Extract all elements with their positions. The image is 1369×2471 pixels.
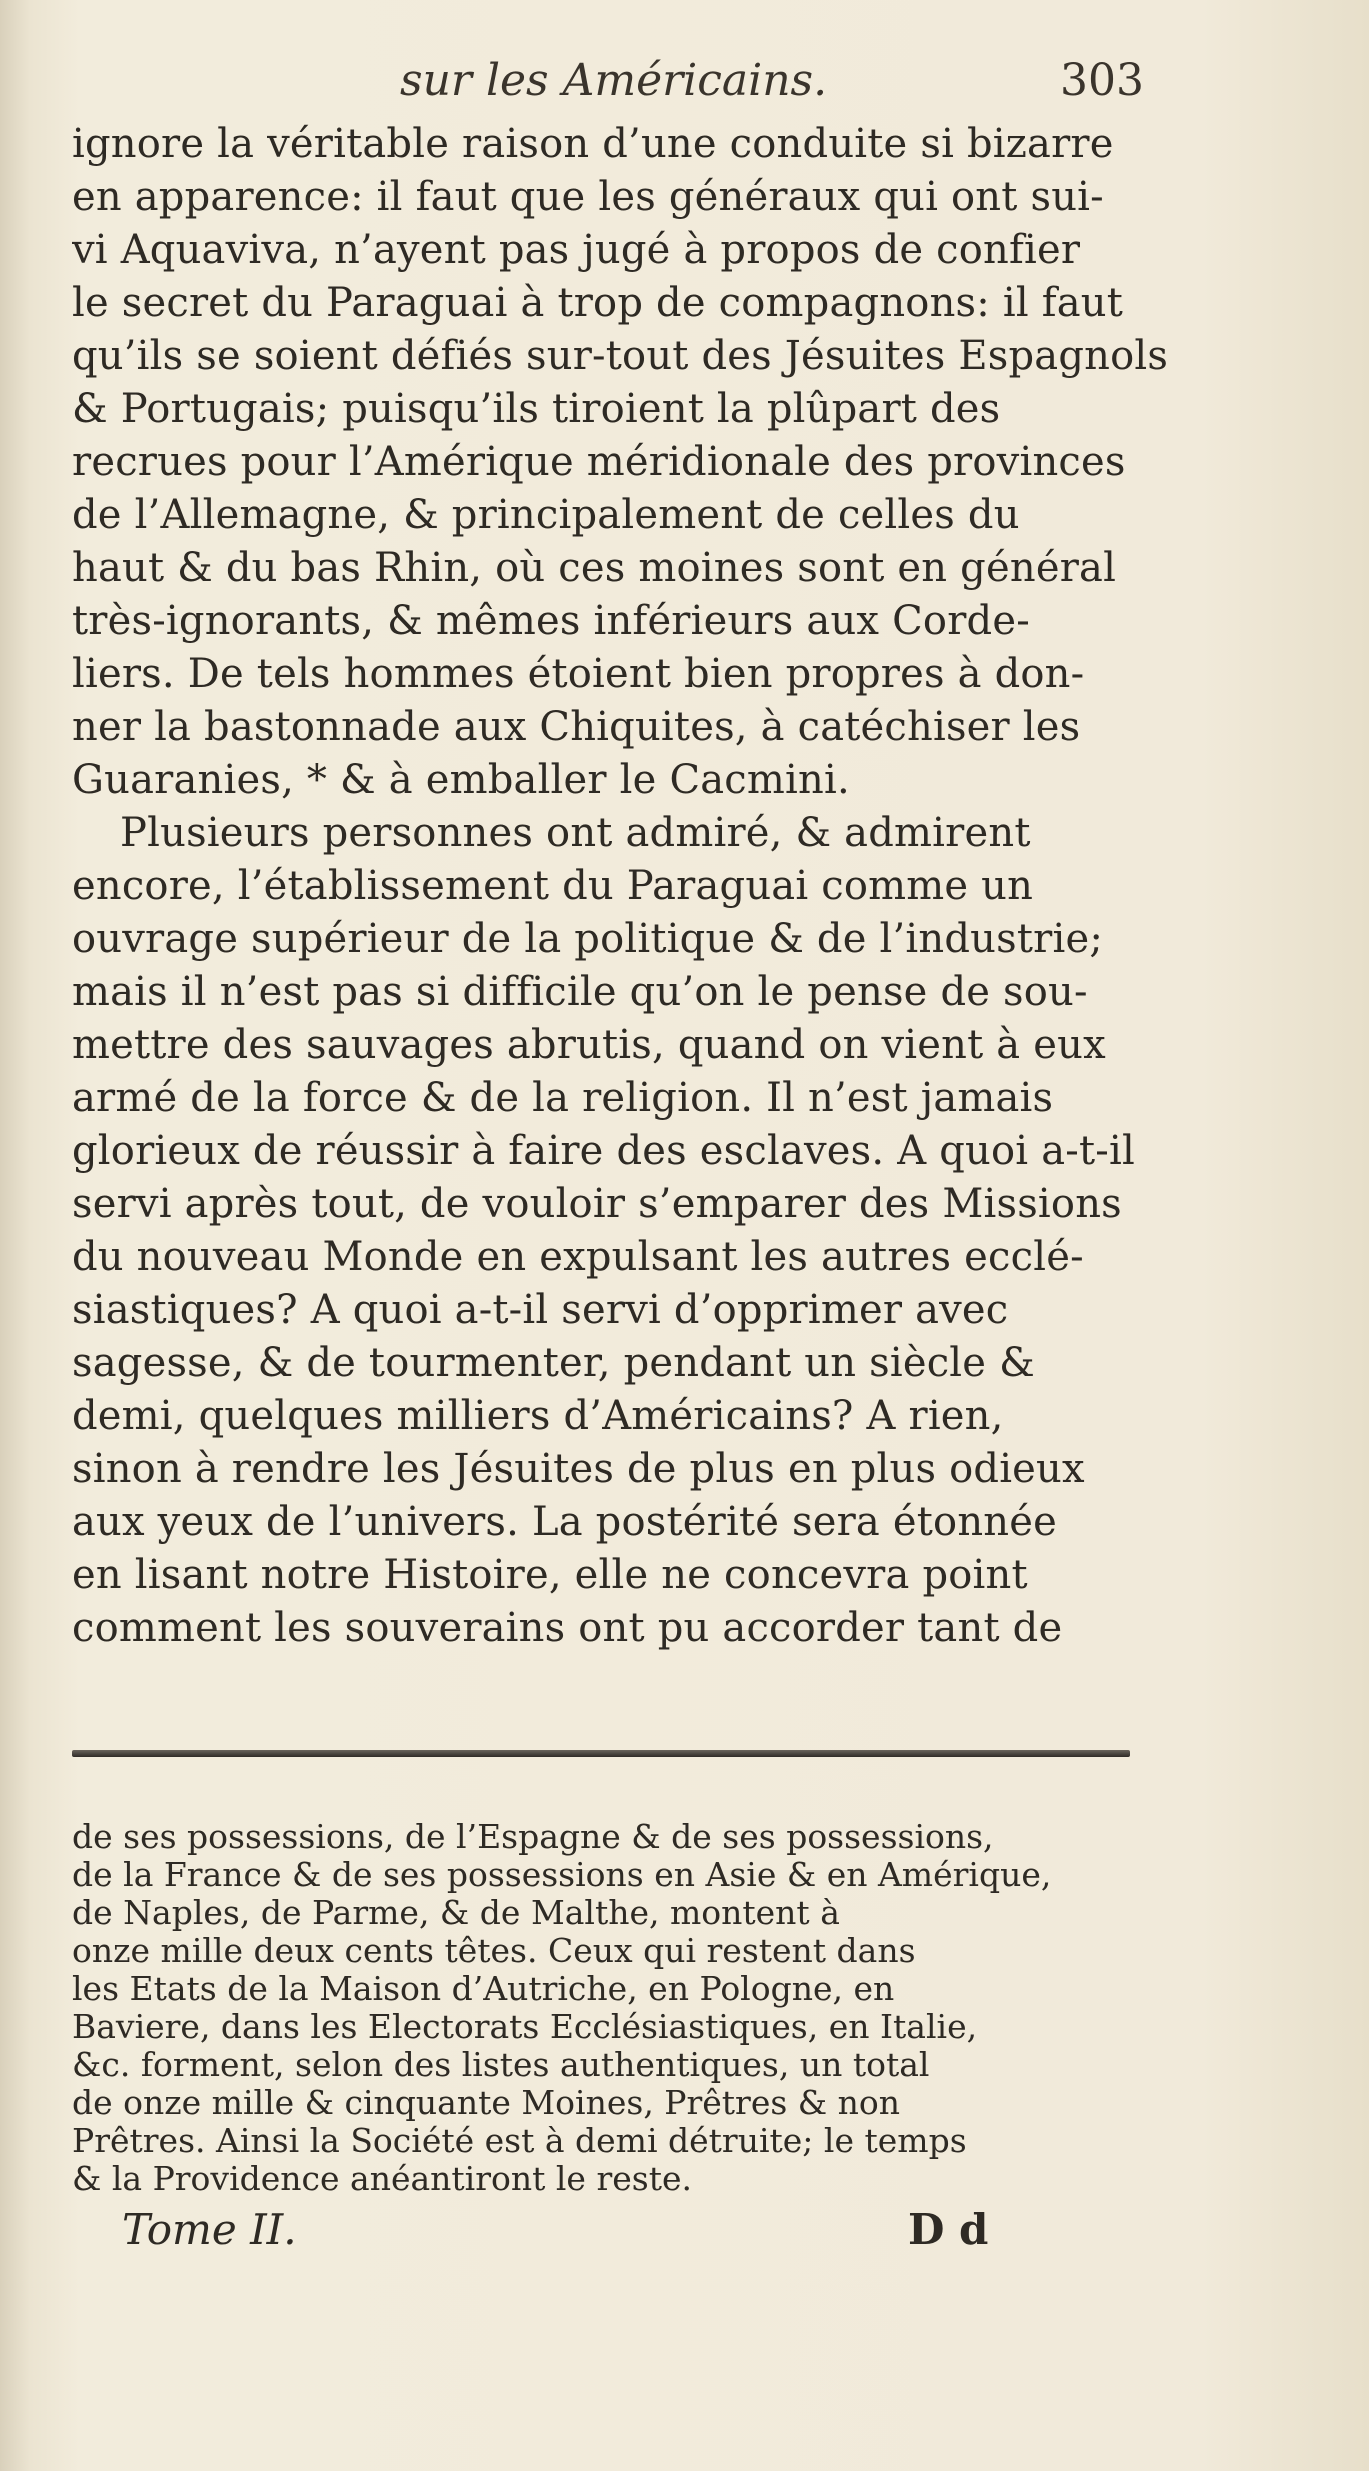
- running-title: sur les Américains.: [400, 55, 828, 106]
- page-number: 303: [1060, 55, 1144, 106]
- text-line: siastiques? A quoi a-t-il servi d’opprimer avec: [72, 1287, 1009, 1333]
- text-line: armé de la force & de la religion. Il n’est jamais: [72, 1075, 1054, 1121]
- text-line: en apparence: il faut que les généraux qui ont sui-: [72, 174, 1104, 220]
- footnote-divider: [72, 1750, 1130, 1757]
- text-line: mettre des sauvages abrutis, quand on vient à eux: [72, 1022, 1106, 1068]
- text-line: glorieux de réussir à faire des esclaves. A quoi a-t-il: [72, 1128, 1135, 1174]
- text-line: Plusieurs personnes ont admiré, & admirent: [120, 810, 1031, 856]
- footnote-line: de Naples, de Parme, & de Malthe, montent à: [72, 1894, 840, 1932]
- text-line: sagesse, & de tourmenter, pendant un siècle &: [72, 1340, 1035, 1386]
- text-line: ouvrage supérieur de la politique & de l’industrie;: [72, 916, 1104, 962]
- text-line: très-ignorants, & mêmes inférieurs aux Corde-: [72, 598, 1030, 644]
- footnote-line: de onze mille & cinquante Moines, Prêtres & non: [72, 2084, 901, 2122]
- footnote-line: les Etats de la Maison d’Autriche, en Pologne, en: [72, 1970, 895, 2008]
- text-line: du nouveau Monde en expulsant les autres ecclé-: [72, 1234, 1084, 1280]
- text-line: ner la bastonnade aux Chiquites, à catéchiser les: [72, 704, 1081, 750]
- text-line: demi, quelques milliers d’Américains? A rien,: [72, 1393, 1004, 1439]
- text-line: sinon à rendre les Jésuites de plus en plus odieux: [72, 1446, 1085, 1492]
- footnote-line: Baviere, dans les Electorats Ecclésiastiques, en Italie,: [72, 2008, 978, 2046]
- text-line: comment les souverains ont pu accorder tant de: [72, 1605, 1063, 1651]
- footnote-line: de la France & de ses possessions en Asie & en Amérique,: [72, 1856, 1052, 1894]
- text-line: & Portugais; puisqu’ils tiroient la plûpart des: [72, 386, 1001, 432]
- text-line: haut & du bas Rhin, où ces moines sont en général: [72, 545, 1117, 591]
- text-line: liers. De tels hommes étoient bien propres à don-: [72, 651, 1085, 697]
- footnote-line: Prêtres. Ainsi la Société est à demi détruite; le temps: [72, 2122, 967, 2160]
- footnote-line: de ses possessions, de l’Espagne & de ses possessions,: [72, 1818, 994, 1856]
- footnote-line: & la Providence anéantiront le reste.: [72, 2160, 692, 2198]
- footnote-line: &c. forment, selon des listes authentiques, un total: [72, 2046, 930, 2084]
- text-line: servi après tout, de vouloir s’emparer des Missions: [72, 1181, 1122, 1227]
- volume-label: Tome II.: [122, 2205, 297, 2254]
- text-line: en lisant notre Histoire, elle ne concevra point: [72, 1552, 1028, 1598]
- text-line: qu’ils se soient défiés sur-tout des Jésuites Espagnols: [72, 333, 1169, 379]
- text-line: Guaranies, * & à emballer le Cacmini.: [72, 757, 850, 803]
- footnote: [72, 1818, 1152, 2198]
- main-text: [72, 118, 1172, 1655]
- text-line: recrues pour l’Amérique méridionale des provinces: [72, 439, 1126, 485]
- text-line: le secret du Paraguai à trop de compagnons: il faut: [72, 280, 1124, 326]
- text-line: de l’Allemagne, & principalement de celles du: [72, 492, 1020, 538]
- signature-line: [0, 2205, 1369, 2265]
- text-line: mais il n’est pas si difficile qu’on le pense de sou-: [72, 969, 1088, 1015]
- text-line: aux yeux de l’univers. La postérité sera étonnée: [72, 1499, 1057, 1545]
- text-line: encore, l’établissement du Paraguai comme un: [72, 863, 1034, 909]
- running-head: [0, 55, 1369, 115]
- text-line: vi Aquaviva, n’ayent pas jugé à propos de confier: [72, 227, 1081, 273]
- signature-mark: D d: [908, 2205, 989, 2254]
- footnote-line: onze mille deux cents têtes. Ceux qui restent dans: [72, 1932, 916, 1970]
- text-line: ignore la véritable raison d’une conduite si bizarre: [72, 121, 1114, 167]
